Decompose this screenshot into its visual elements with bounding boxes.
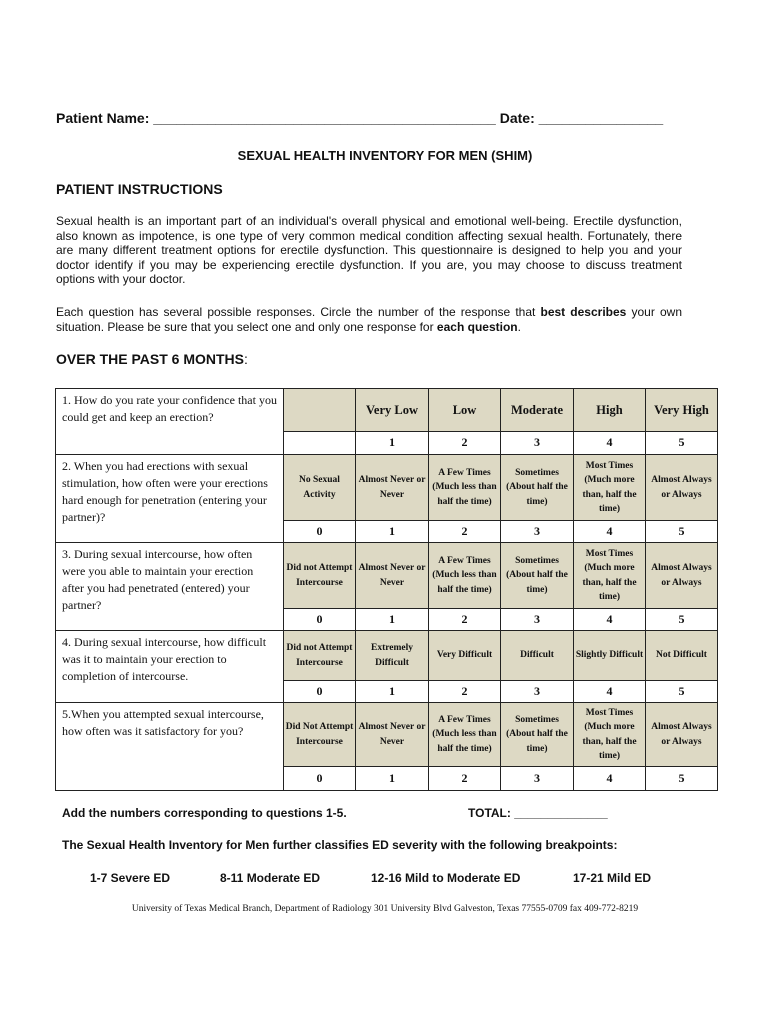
q5-score-3[interactable]: 3 — [501, 767, 574, 791]
q2-option-4[interactable]: Most Times (Much more than, half the time) — [574, 455, 646, 521]
breakpoint-mild-to-moderate: 12-16 Mild to Moderate ED — [371, 871, 521, 885]
q5-score-2[interactable]: 2 — [429, 767, 501, 791]
q5-option-1[interactable]: Almost Never or Never — [356, 703, 429, 767]
q3-score-3[interactable]: 3 — [501, 609, 574, 631]
question-1-text: 1. How do you rate your confidence that you could get and keep an erection? — [56, 389, 284, 455]
q1-score-2[interactable]: 2 — [429, 431, 501, 454]
date-field[interactable]: ________________ — [538, 110, 664, 126]
question-4-text: 4. During sexual intercourse, how difficult was it to maintain your erection to completion of intercourse. — [56, 631, 284, 703]
q4-score-1[interactable]: 1 — [356, 681, 429, 703]
form-title: SEXUAL HEALTH INVENTORY FOR MEN (SHIM) — [237, 148, 533, 163]
patient-header — [56, 110, 663, 126]
q3-option-0[interactable]: Did not Attempt Intercourse — [284, 543, 356, 609]
q2-score-3[interactable]: 3 — [501, 521, 574, 543]
para2-text-2: your own situation. Please be sure that you select one and only one response for — [56, 305, 682, 334]
q2-score-4[interactable]: 4 — [574, 521, 646, 543]
q5-score-0[interactable]: 0 — [284, 767, 356, 791]
question-2-options-row — [56, 455, 718, 521]
q5-option-4[interactable]: Most Times (Much more than, half the time) — [574, 703, 646, 767]
q5-option-0[interactable]: Did Not Attempt Intercourse — [284, 703, 356, 767]
total-label: TOTAL: — [468, 806, 511, 820]
instructions-heading: PATIENT INSTRUCTIONS — [56, 181, 223, 197]
q5-option-2[interactable]: A Few Times (Much less than half the time) — [429, 703, 501, 767]
instructions-paragraph-1: Sexual health is an important part of an individual's overall physical and emotional well-being. Erectile dysfunction, also known as impotence, is one type of very common medical condition affecting sexual health. Fortunately, there are many different treatment options for erectile dysfunction. This questionnaire is designed to help you and your doctor identify if you may be experiencing erectile dysfunction. If you are, you may choose to discuss treatment options with your doctor. — [56, 214, 682, 286]
q3-option-4[interactable]: Most Times (Much more than, half the time) — [574, 543, 646, 609]
q3-option-2[interactable]: A Few Times (Much less than half the time) — [429, 543, 501, 609]
q1-option-1[interactable]: Very Low — [356, 389, 429, 432]
q1-score-4[interactable]: 4 — [574, 431, 646, 454]
q2-score-0[interactable]: 0 — [284, 521, 356, 543]
question-3-text: 3. During sexual intercourse, how often were you able to maintain your erection after you had penetrated (entered) your partner? — [56, 543, 284, 631]
patient-name-field[interactable]: ____________________________________________ — [153, 110, 496, 126]
q5-option-3[interactable]: Sometimes (About half the time) — [501, 703, 574, 767]
q4-score-3[interactable]: 3 — [501, 681, 574, 703]
q5-option-5[interactable]: Almost Always or Always — [646, 703, 718, 767]
period-heading-colon: : — [243, 351, 248, 367]
q3-option-5[interactable]: Almost Always or Always — [646, 543, 718, 609]
question-3-options-row — [56, 543, 718, 609]
q1-score-3[interactable]: 3 — [501, 431, 574, 454]
para2-text-3: . — [517, 319, 521, 334]
q4-option-1[interactable]: Extremely Difficult — [356, 631, 429, 681]
para2-bold-best-describes: best describes — [540, 305, 627, 319]
q3-option-1[interactable]: Almost Never or Never — [356, 543, 429, 609]
q4-score-4[interactable]: 4 — [574, 681, 646, 703]
severity-classification-text: The Sexual Health Inventory for Men further classifies ED severity with the following breakpoints: — [62, 838, 618, 852]
q1-option-0 — [284, 389, 356, 432]
question-2-text: 2. When you had erections with sexual stimulation, how often were your erections hard enough for penetration (entering your partner)? — [56, 455, 284, 543]
patient-name-label: Patient Name: — [56, 110, 150, 126]
para2-text-1: Each question has several possible responses. Circle the number of the response that — [56, 305, 541, 319]
q3-option-3[interactable]: Sometimes (About half the time) — [501, 543, 574, 609]
q2-option-0[interactable]: No Sexual Activity — [284, 455, 356, 521]
para2-bold-each-question: each question — [436, 319, 518, 334]
q5-score-5[interactable]: 5 — [646, 767, 718, 791]
q3-score-1[interactable]: 1 — [356, 609, 429, 631]
q1-option-4[interactable]: High — [574, 389, 646, 432]
q1-score-5[interactable]: 5 — [646, 431, 718, 454]
q4-option-0[interactable]: Did not Attempt Intercourse — [284, 631, 356, 681]
period-heading — [56, 351, 248, 367]
breakpoint-moderate: 8-11 Moderate ED — [220, 871, 321, 885]
q2-option-3[interactable]: Sometimes (About half the time) — [501, 455, 574, 521]
question-4-options-row — [56, 631, 718, 681]
q1-score-1[interactable]: 1 — [356, 431, 429, 454]
q4-option-2[interactable]: Very Difficult — [429, 631, 501, 681]
q4-score-2[interactable]: 2 — [429, 681, 501, 703]
q2-score-5[interactable]: 5 — [646, 521, 718, 543]
breakpoint-severe: 1-7 Severe ED — [90, 871, 171, 885]
total-field[interactable]: ______________ — [514, 806, 608, 820]
breakpoint-mild: 17-21 Mild ED — [573, 871, 652, 885]
q3-score-0[interactable]: 0 — [284, 609, 356, 631]
date-label: Date: — [499, 110, 535, 126]
q1-option-2[interactable]: Low — [429, 389, 501, 432]
question-1-options-row — [56, 389, 718, 432]
question-5-options-row — [56, 703, 718, 767]
q4-option-3[interactable]: Difficult — [501, 631, 574, 681]
instructions-paragraph-2 — [56, 305, 682, 334]
q2-score-1[interactable]: 1 — [356, 521, 429, 543]
q1-option-5[interactable]: Very High — [646, 389, 718, 432]
q2-option-5[interactable]: Almost Always or Always — [646, 455, 718, 521]
question-5-text: 5.When you attempted sexual intercourse, how often was it satisfactory for you? — [56, 703, 284, 791]
q3-score-5[interactable]: 5 — [646, 609, 718, 631]
q2-option-1[interactable]: Almost Never or Never — [356, 455, 429, 521]
questionnaire-table — [55, 388, 718, 791]
q1-option-3[interactable]: Moderate — [501, 389, 574, 432]
q4-score-0[interactable]: 0 — [284, 681, 356, 703]
q2-score-2[interactable]: 2 — [429, 521, 501, 543]
q4-score-5[interactable]: 5 — [646, 681, 718, 703]
q5-score-1[interactable]: 1 — [356, 767, 429, 791]
q4-option-4[interactable]: Slightly Difficult — [574, 631, 646, 681]
total-line — [468, 806, 608, 820]
footer-address: University of Texas Medical Branch, Department of Radiology 301 University Blvd Galveston, Texas 77555-0709 fax 409-772-8219 — [131, 904, 639, 914]
q1-score-0 — [284, 431, 356, 454]
q3-score-4[interactable]: 4 — [574, 609, 646, 631]
period-heading-text: OVER THE PAST 6 MONTHS — [56, 351, 244, 367]
sum-instruction: Add the numbers corresponding to questions 1-5. — [62, 806, 347, 820]
q2-option-2[interactable]: A Few Times (Much less than half the time) — [429, 455, 501, 521]
q4-option-5[interactable]: Not Difficult — [646, 631, 718, 681]
q5-score-4[interactable]: 4 — [574, 767, 646, 791]
q3-score-2[interactable]: 2 — [429, 609, 501, 631]
